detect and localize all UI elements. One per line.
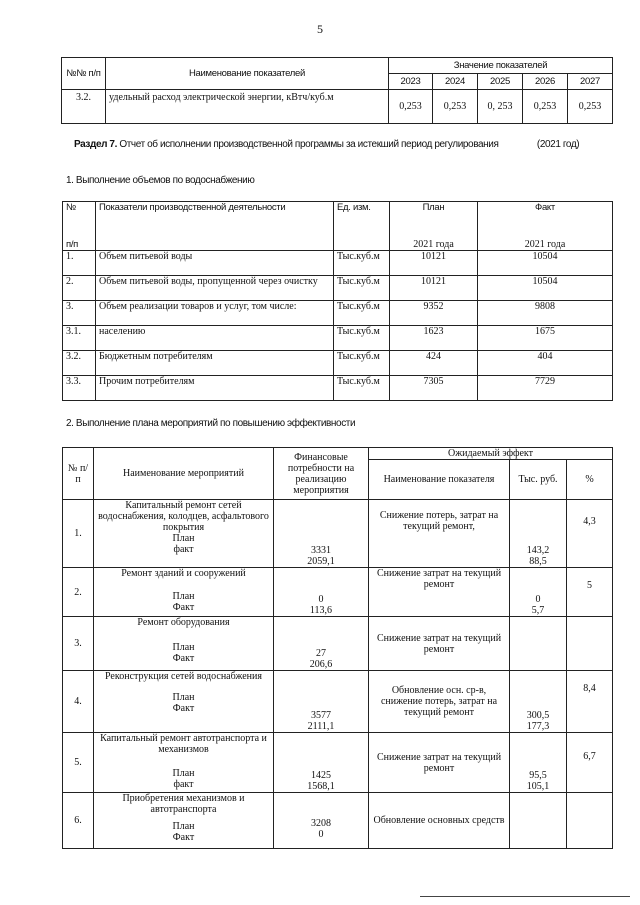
- rub-fact: 88,5: [529, 556, 547, 567]
- row-unit: Тыс.куб.м: [334, 276, 390, 301]
- row-num: 3.1.: [63, 326, 96, 351]
- plan-label: План: [172, 821, 195, 832]
- plan-label: План: [172, 692, 195, 703]
- rub-fact: 177,3: [526, 721, 550, 732]
- h-plan-year: 2021 года: [390, 226, 478, 251]
- table-row: [63, 733, 613, 793]
- value-2027: 0,253: [568, 90, 613, 124]
- row-title: Ремонт оборудования: [137, 617, 230, 628]
- h-effect: Ожидаемый эффект: [369, 448, 613, 460]
- h-name: Наименование мероприятий: [94, 448, 274, 500]
- fact-label: Факт: [172, 653, 195, 664]
- table-row: [63, 617, 613, 671]
- row-rub-cell: [510, 617, 567, 671]
- fact-label: факт: [173, 779, 194, 790]
- col-num-header: №№ п/п: [62, 58, 106, 90]
- table-row: [63, 376, 613, 401]
- rub-fact: 5,7: [531, 605, 545, 616]
- col-name-header: Наименование показателей: [106, 58, 389, 90]
- plan-label: План: [172, 533, 195, 544]
- table-row: [62, 90, 613, 124]
- h-num2: п/п: [63, 226, 96, 251]
- value-2023: 0,253: [389, 90, 433, 124]
- fin-fact: 2111,1: [307, 721, 335, 732]
- row-fin-cell: [274, 733, 369, 793]
- row-fin-cell: [274, 500, 369, 568]
- row-num: 3.3.: [63, 376, 96, 401]
- table-row: [63, 301, 613, 326]
- row-fact: 9808: [478, 301, 613, 326]
- efficiency-plan-heading: 2. Выполнение плана мероприятий по повышению эффективности: [66, 418, 356, 429]
- footer-line: [420, 896, 630, 897]
- row-title-cell: [94, 671, 274, 733]
- fact-label: Факт: [172, 703, 195, 714]
- row-name: Бюджетным потребителям: [96, 351, 334, 376]
- table-row: [63, 251, 613, 276]
- row-num: 4.: [63, 671, 94, 733]
- row-num: 3.: [63, 617, 94, 671]
- efficiency-measures-table: [62, 447, 613, 849]
- table-row: [63, 568, 613, 617]
- row-indicator: Обновление основных средств: [369, 793, 510, 849]
- year-2023: 2023: [389, 74, 433, 90]
- row-rub-cell: [510, 671, 567, 733]
- row-fin-cell: [274, 671, 369, 733]
- row-unit: Тыс.куб.м: [334, 351, 390, 376]
- fin-fact: 2059,1: [307, 556, 335, 567]
- row-pct: [567, 617, 613, 671]
- fin-plan: 0: [318, 594, 324, 605]
- rub-plan: 0: [535, 594, 541, 605]
- row-plan: 10121: [390, 276, 478, 301]
- year-2025: 2025: [478, 74, 523, 90]
- year-2024: 2024: [433, 74, 478, 90]
- row-unit: Тыс.куб.м: [334, 301, 390, 326]
- row-title: Ремонт зданий и сооружений: [121, 568, 246, 579]
- row-title: Капитальный ремонт автотранспорта и механизмов: [100, 733, 267, 755]
- water-supply-volumes-table: [62, 201, 613, 401]
- row-plan: 9352: [390, 301, 478, 326]
- row-num: 3.2.: [63, 351, 96, 376]
- row-num: 6.: [63, 793, 94, 849]
- row-num: 5.: [63, 733, 94, 793]
- row-title: Капитальный ремонт сетей водоснабжения, колодцев, асфальтового покрытия: [98, 500, 269, 533]
- row-num: 1.: [63, 500, 94, 568]
- row-name: удельный расход электрической энергии, кВтч/куб.м: [106, 90, 389, 124]
- table-row: [63, 793, 613, 849]
- h-name: Показатели производственной деятельности: [96, 202, 334, 251]
- row-pct: [567, 793, 613, 849]
- row-rub-cell: [510, 500, 567, 568]
- value-2024: 0,253: [433, 90, 478, 124]
- row-title-cell: [94, 617, 274, 671]
- water-supply-heading: 1. Выполнение объемов по водоснабжению: [66, 175, 255, 186]
- h-fact-year: 2021 года: [478, 226, 613, 251]
- row-name: Прочим потребителям: [96, 376, 334, 401]
- section-text: Отчет об исполнении производственной программы за истекший период регулирования: [119, 139, 499, 150]
- row-indicator: Обновление осн. ср-в, снижение потерь, затрат на текущий ремонт: [369, 671, 510, 733]
- row-name: Объем реализации товаров и услуг, том числе:: [96, 301, 334, 326]
- row-rub-cell: [510, 568, 567, 617]
- col-values-header: Значение показателей: [389, 58, 613, 74]
- row-rub-cell: [510, 733, 567, 793]
- row-pct: 6,7: [567, 733, 613, 793]
- value-2025: 0, 253: [478, 90, 523, 124]
- row-pct: 8,4: [567, 671, 613, 733]
- page-number: 5: [317, 22, 323, 36]
- row-title: Реконструкция сетей водоснабжения: [105, 671, 262, 682]
- fact-label: факт: [173, 544, 194, 555]
- row-plan: 7305: [390, 376, 478, 401]
- section-label: Раздел 7.: [74, 139, 117, 150]
- year-2026: 2026: [523, 74, 568, 90]
- row-title-cell: [94, 793, 274, 849]
- row-num: 3.2.: [62, 90, 106, 124]
- h-pct: %: [567, 460, 613, 500]
- rub-plan: 95,5: [529, 770, 547, 781]
- row-pct: 4,3: [567, 500, 613, 568]
- plan-label: План: [172, 591, 195, 602]
- year-2027: 2027: [568, 74, 613, 90]
- row-indicator: Снижение затрат на текущий ремонт: [369, 568, 510, 617]
- row-fin-cell: [274, 793, 369, 849]
- table-row: [63, 500, 613, 568]
- h-plan: План: [390, 202, 478, 227]
- table-row: [63, 351, 613, 376]
- rub-fact: 105,1: [526, 781, 550, 792]
- row-rub-cell: [510, 793, 567, 849]
- row-name: Объем питьевой воды: [96, 251, 334, 276]
- h-fact: Факт: [478, 202, 613, 227]
- row-name: Объем питьевой воды, пропущенной через очистку: [96, 276, 334, 301]
- fin-plan: 3208: [311, 818, 331, 829]
- table-row: [63, 276, 613, 301]
- row-name: населению: [96, 326, 334, 351]
- rub-plan: 300,5: [526, 710, 550, 721]
- row-fact: 1675: [478, 326, 613, 351]
- fact-label: Факт: [172, 832, 195, 843]
- row-num: 2.: [63, 568, 94, 617]
- row-indicator: Снижение затрат на текущий ремонт: [369, 733, 510, 793]
- row-num: 1.: [63, 251, 96, 276]
- row-pct: 5: [567, 568, 613, 617]
- fin-fact: 0: [318, 829, 324, 840]
- fin-plan: 27: [316, 648, 326, 659]
- row-fact: 7729: [478, 376, 613, 401]
- fact-label: Факт: [172, 602, 195, 613]
- row-fin-cell: [274, 568, 369, 617]
- row-title-cell: [94, 500, 274, 568]
- row-title-cell: [94, 733, 274, 793]
- row-fact: 10504: [478, 276, 613, 301]
- value-2026: 0,253: [523, 90, 568, 124]
- row-unit: Тыс.куб.м: [334, 326, 390, 351]
- row-title-cell: [94, 568, 274, 617]
- fin-fact: 1568,1: [307, 781, 335, 792]
- table-row: [63, 671, 613, 733]
- fin-plan: 3331: [311, 545, 331, 556]
- plan-label: План: [172, 642, 195, 653]
- h-rub: Тыс. руб.: [510, 460, 567, 500]
- row-plan: 10121: [390, 251, 478, 276]
- section-7-heading: [74, 139, 579, 150]
- h-indicator: Наименование показателя: [369, 460, 510, 500]
- row-unit: Тыс.куб.м: [334, 376, 390, 401]
- row-num: 3.: [63, 301, 96, 326]
- indicator-values-table: [61, 57, 613, 124]
- fin-fact: 206,6: [309, 659, 333, 670]
- fin-plan: 1425: [311, 770, 331, 781]
- row-fact: 10504: [478, 251, 613, 276]
- h-unit: Ед. изм.: [334, 202, 390, 251]
- row-unit: Тыс.куб.м: [334, 251, 390, 276]
- row-plan: 424: [390, 351, 478, 376]
- h-num: №: [63, 202, 96, 227]
- fin-fact: 113,6: [309, 605, 333, 616]
- row-fact: 404: [478, 351, 613, 376]
- section-year: (2021 год): [536, 139, 580, 150]
- table-row: [63, 326, 613, 351]
- h-fin: Финансовые потребности на реализацию мероприятия: [274, 448, 369, 500]
- row-title: Приобретения механизмов и автотранспорта: [122, 793, 245, 815]
- fin-plan: 3577: [311, 710, 331, 721]
- row-plan: 1623: [390, 326, 478, 351]
- row-fin-cell: [274, 617, 369, 671]
- rub-plan: 143,2: [526, 545, 550, 556]
- h-num: № п/п: [63, 448, 94, 500]
- plan-label: План: [172, 768, 195, 779]
- row-indicator: Снижение затрат на текущий ремонт: [369, 617, 510, 671]
- row-indicator: Снижение потерь, затрат на текущий ремонт,: [369, 500, 510, 568]
- row-num: 2.: [63, 276, 96, 301]
